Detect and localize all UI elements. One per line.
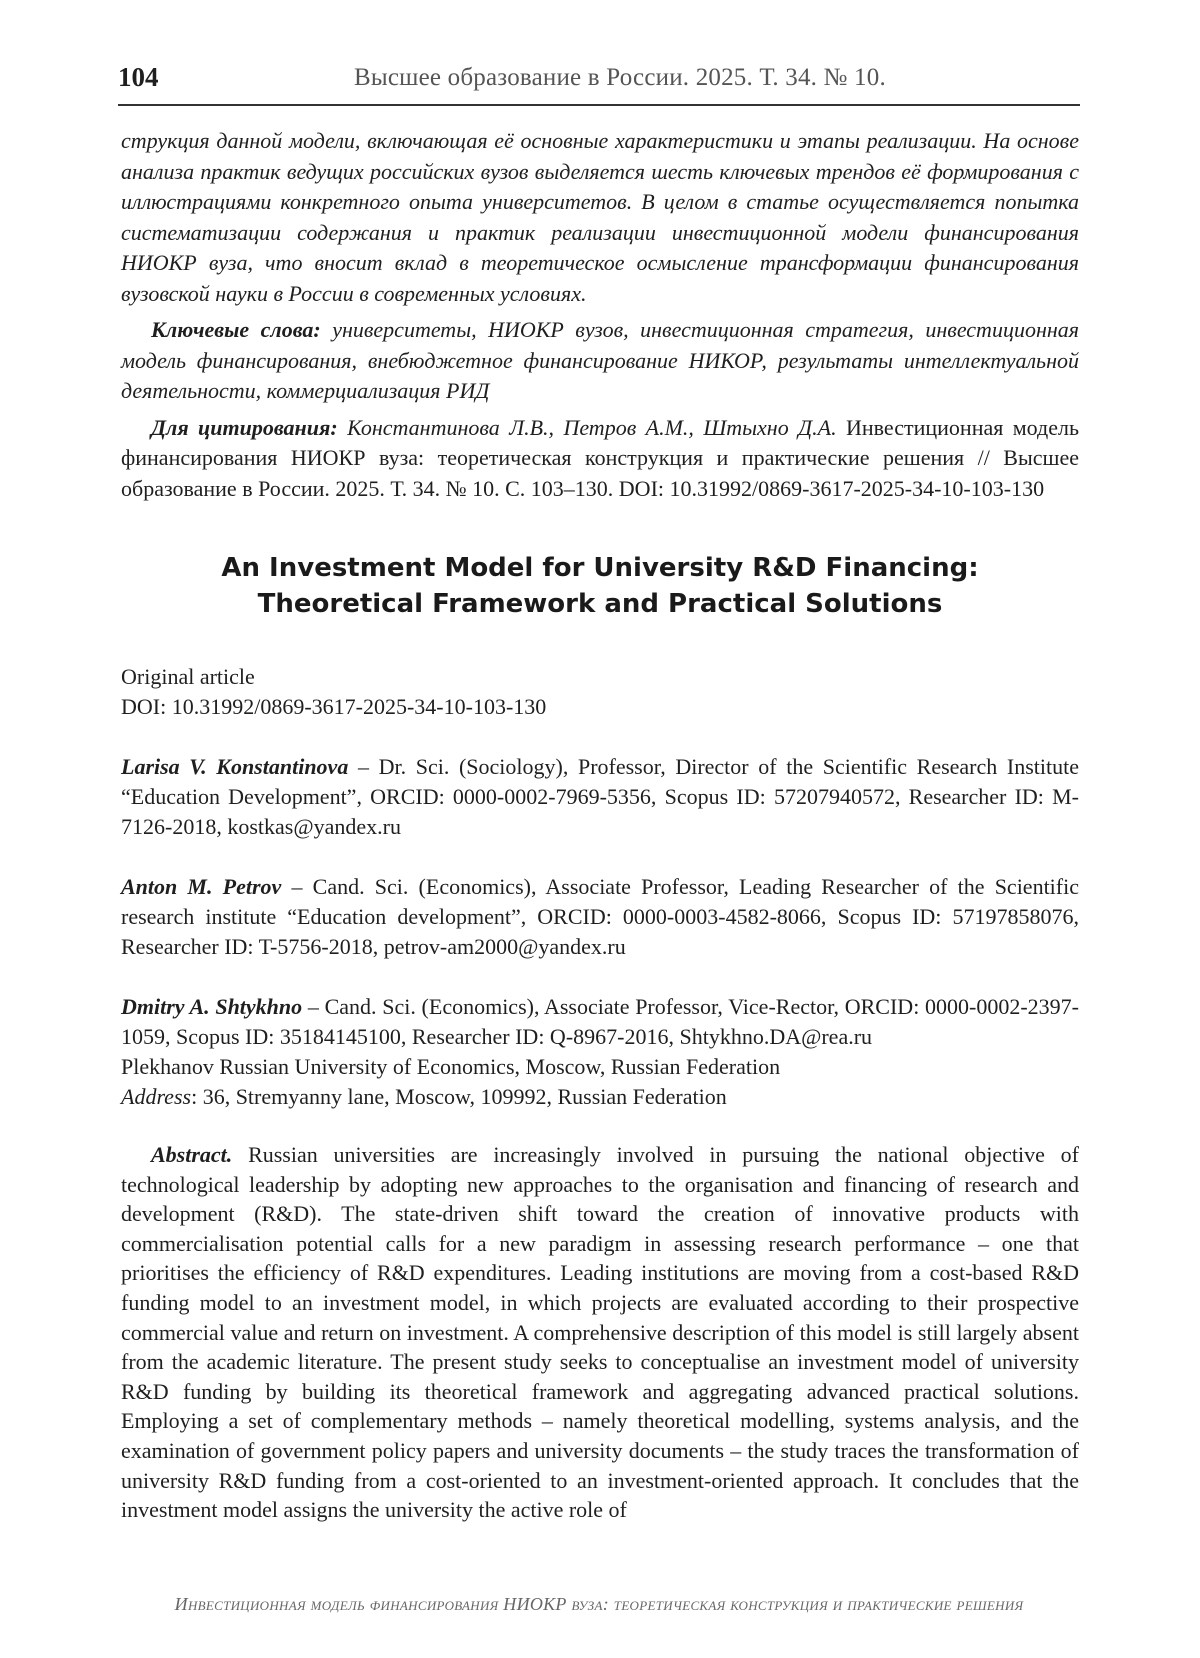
article-meta (121, 662, 1079, 722)
abstract-text: Russian universities are increasingly involved in pursuing the national objective of technological leadership by adopting new approaches to the organisation and financing of research and development (R&D). The state-driven shift toward the creation of innovative products with commercialisation potential calls for a new paradigm in assessing research performance – one that prioritises the efficiency of R&D expenditures. Leading institutions are moving from a cost-based R&D funding model to an investment model, in which projects are evaluated according to their prospective commercial value and return on investment. A comprehensive description of this model is still largely absent from the academic literature. The present study seeks to conceptualise an investment model of university R&D funding by building its theoretical framework and aggregating advanced practical solutions. Employing a set of complementary methods – namely theoretical modelling, systems analysis, and the examination of government policy papers and university documents – the study traces the transformation of university R&D funding from a cost-oriented to an investment-oriented approach. It concludes that the investment model assigns the university the active role of (121, 1142, 1079, 1523)
address (121, 1082, 1079, 1112)
citation-text: Инвестиционная модель финансирования НИОКР вуза: теоретическая конструкция и практические решения // Высшее образование в России. 2025. Т. 34. № 10. С. 103–130. DOI: 10.31992/0869-3617-2025-34-10-103-130 (121, 414, 1080, 501)
author-name: Larisa V. Konstantinova (121, 754, 349, 779)
author-name: Anton M. Petrov (121, 874, 282, 899)
address-label: Address (121, 1084, 192, 1109)
russian-abstract-continuation: струкция данной модели, включающая её основные характеристики и этапы реализации. На основе анализа практик ведущих российских вузов выделяется шесть ключевых трендов её формирования с иллюстрациями конкретного опыта университетов. В целом в статье осуществляется попытка систематизации содержания и практик реализации инвестиционной модели финансирования НИОКР вуза, что вносит вклад в теоретическое осмысление трансформации финансирования вузовской науки в России в современных условиях. (121, 128, 1079, 306)
author-block (121, 872, 1079, 962)
address-text: : 36, Stremyanny lane, Moscow, 109992, Russian Federation (191, 1084, 727, 1109)
english-title-line-1: An Investment Model for University R&D Financing: (221, 553, 979, 583)
author-name: Dmitry A. Shtykhno (121, 994, 303, 1019)
english-abstract (121, 1140, 1079, 1525)
page-number: 104 (118, 62, 159, 92)
author-details: – Dr. Sci. (Sociology), Professor, Director of the Scientific Research Institute “Education Development”, ORCID: 0000-0002-7969-5356, Scopus ID: 57207940572, Researcher ID: M-7126-2018, kostkas@yandex.ru (121, 754, 1080, 839)
page-content (121, 126, 1079, 1525)
article-doi: DOI: 10.31992/0869-3617-2025-34-10-103-130 (121, 694, 547, 719)
english-title-line-2: Theoretical Framework and Practical Solutions (257, 589, 943, 619)
author-block (121, 752, 1079, 842)
author-entry (121, 992, 1079, 1052)
keywords-text: университеты, НИОКР вузов, инвестиционная стратегия, инвестиционная модель финансирования, внебюджетное финансирование НИКОР, результаты интеллектуальной деятельности, коммерциализация РИД (121, 317, 1079, 403)
citation-authors: Константинова Л.В., Петров А.М., Штыхно Д.А. (347, 414, 837, 440)
abstract-label: Abstract. (151, 1142, 233, 1167)
keywords-paragraph (121, 315, 1079, 407)
running-footer: Инвестиционная модель финансирования НИОКР вуза: теоретическая конструкция и практические решения (174, 1594, 1024, 1614)
citation-paragraph (121, 413, 1079, 505)
author-details: – Cand. Sci. (Economics), Associate Professor, Leading Researcher of the Scientific research institute “Education development”, ORCID: 0000-0003-4582-8066, Scopus ID: 57197858076, Researcher ID: T-5756-2018, petrov-am2000@yandex.ru (121, 874, 1079, 959)
citation-label: Для цитирования: (151, 414, 338, 440)
article-type: Original article (121, 664, 255, 689)
page-header (118, 58, 1080, 106)
english-title (121, 550, 1079, 622)
author-details: – Cand. Sci. (Economics), Associate Professor, Vice-Rector, ORCID: 0000-0002-2397-1059, Scopus ID: 35184145100, Researcher ID: Q-8967-2016, Shtykhno.DA@rea.ru (121, 994, 1079, 1049)
keywords-label: Ключевые слова: (151, 317, 321, 342)
affiliation: Plekhanov Russian University of Economics, Moscow, Russian Federation (121, 1054, 781, 1079)
journal-citation-header: Высшее образование в России. 2025. Т. 34. № 10. (354, 64, 886, 91)
author-block (121, 992, 1079, 1112)
